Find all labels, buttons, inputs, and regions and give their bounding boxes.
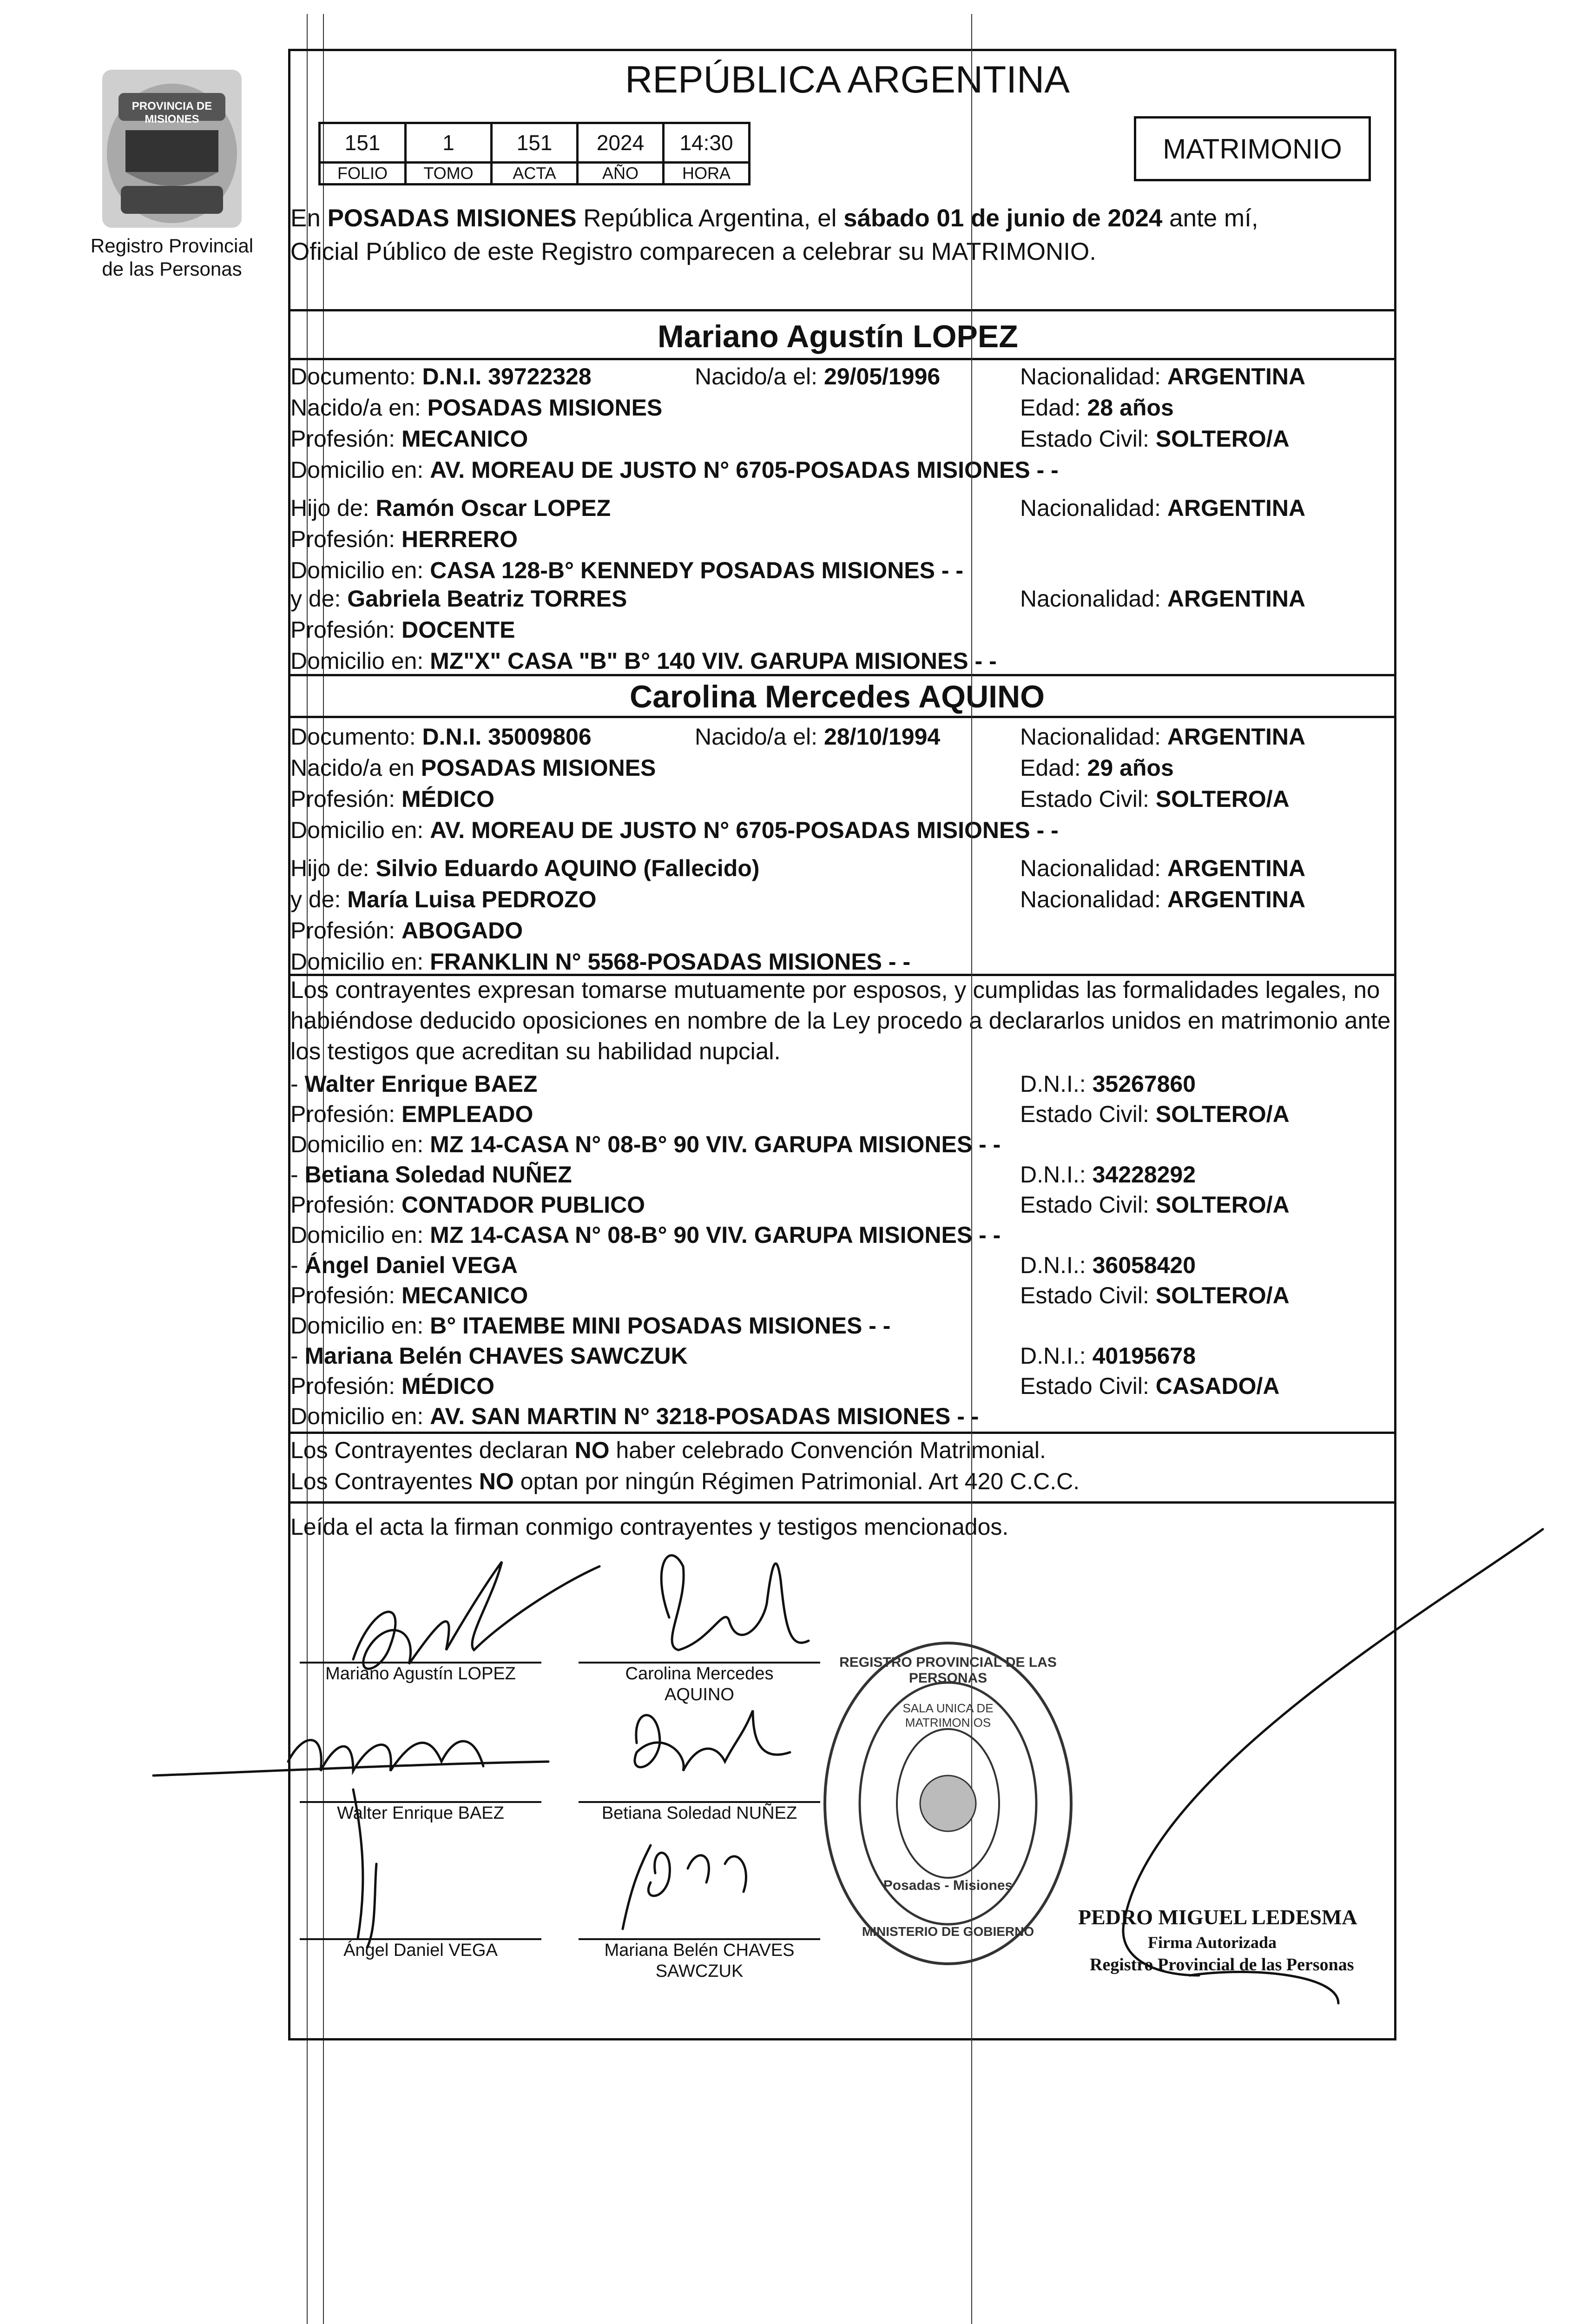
witness-address: Domicilio en: B° ITAEMBE MINI POSADAS MISIONES - - xyxy=(290,1313,891,1339)
spouse1-mother-address: Domicilio en: MZ"X" CASA "B" B° 140 VIV. GARUPA MISIONES - - xyxy=(290,648,997,674)
witness-dni: D.N.I.: 36058420 xyxy=(1020,1252,1196,1278)
signature-label-aquino-2: AQUINO xyxy=(665,1685,734,1704)
signature-chaves xyxy=(623,1845,746,1929)
declaration-line1: Los contrayentes expresan tomarse mutuamente por esposos, y cumplidas las formalidades legales, no xyxy=(290,977,1380,1003)
spouse1-father: Hijo de: Ramón Oscar LOPEZ xyxy=(290,495,611,521)
spouse1-father-address: Domicilio en: CASA 128-B° KENNEDY POSADAS MISIONES - - xyxy=(290,557,964,583)
spouse1-birthplace: Nacido/a en: POSADAS MISIONES xyxy=(290,395,663,421)
record-type-box xyxy=(1134,116,1371,181)
spouse1-nationality: Nacionalidad: ARGENTINA xyxy=(1020,363,1306,390)
spouse1-document: Documento: D.N.I. 39722328 xyxy=(290,363,592,390)
witness-dni: D.N.I.: 35267860 xyxy=(1020,1071,1196,1097)
convention-note: Los Contrayentes declaran NO haber celebrado Convención Matrimonial. xyxy=(290,1437,1046,1463)
spouse2-birthdate: Nacido/a el: 28/10/1994 xyxy=(695,724,941,750)
declaration-line3: los testigos que acreditan su habilidad nupcial. xyxy=(290,1038,781,1064)
signature-label-nunez: Betiana Soledad NUÑEZ xyxy=(601,1803,797,1823)
spouse1-age: Edad: 28 años xyxy=(1020,395,1174,421)
tomo-label: TOMO xyxy=(406,163,492,185)
witness-name: - Mariana Belén CHAVES SAWCZUK xyxy=(290,1343,688,1369)
signature-label-aquino-1: Carolina Mercedes xyxy=(625,1664,774,1684)
province-logo xyxy=(93,65,251,232)
registry-seal-icon xyxy=(818,1636,1078,1971)
officer-registry: Registro Provincial de las Personas xyxy=(1090,1955,1354,1974)
signature-label-lopez: Mariano Agustín LOPEZ xyxy=(325,1664,516,1684)
registry-name-line1: Registro Provincial xyxy=(90,235,254,257)
spouse1-mother-profession: Profesión: DOCENTE xyxy=(290,617,515,643)
intro-line2: Oficial Público de este Registro comparecen a celebrar su MATRIMONIO. xyxy=(290,238,1096,265)
official-stamp xyxy=(818,1636,1078,1971)
witness-profession: Profesión: MÉDICO xyxy=(290,1373,495,1399)
spouse1-mother: y de: Gabriela Beatriz TORRES xyxy=(290,586,627,612)
spouse2-parents-address: Domicilio en: FRANKLIN N° 5568-POSADAS MISIONES - - xyxy=(290,949,911,975)
country-title: REPÚBLICA ARGENTINA xyxy=(625,59,1070,101)
stamp-inner-text: SALA UNICA DE MATRIMONIOS xyxy=(902,1701,994,1730)
signature-label-baez: Walter Enrique BAEZ xyxy=(337,1803,504,1823)
spouse2-address: Domicilio en: AV. MOREAU DE JUSTO N° 6705-POSADAS MISIONES - - xyxy=(290,817,1059,843)
signature-label-chaves-2: SAWCZUK xyxy=(655,1961,744,1981)
hora-label: HORA xyxy=(664,163,750,185)
spouse1-address: Domicilio en: AV. MOREAU DE JUSTO N° 6705-POSADAS MISIONES - - xyxy=(290,457,1059,483)
spouse2-father: Hijo de: Silvio Eduardo AQUINO (Fallecido) xyxy=(290,855,760,881)
witness-profession: Profesión: CONTADOR PUBLICO xyxy=(290,1192,645,1218)
spouse2-father-nationality: Nacionalidad: ARGENTINA xyxy=(1020,855,1306,881)
witness-name: - Betiana Soledad NUÑEZ xyxy=(290,1162,572,1188)
spouse2-parents-profession: Profesión: ABOGADO xyxy=(290,918,523,944)
spouse1-father-profession: Profesión: HERRERO xyxy=(290,526,518,552)
witness-civil-status: Estado Civil: SOLTERO/A xyxy=(1020,1101,1290,1127)
officer-title: Firma Autorizada xyxy=(1148,1933,1277,1952)
registry-name-line2: de las Personas xyxy=(102,258,242,280)
spouse1-mother-nationality: Nacionalidad: ARGENTINA xyxy=(1020,586,1306,612)
witness-profession: Profesión: EMPLEADO xyxy=(290,1101,533,1127)
record-grid xyxy=(318,122,750,185)
witness-civil-status: Estado Civil: SOLTERO/A xyxy=(1020,1282,1290,1308)
signature-vega xyxy=(367,1864,376,1948)
spouse1-birthdate: Nacido/a el: 29/05/1996 xyxy=(695,363,941,390)
signature-officer xyxy=(1123,1529,1543,2003)
stamp-bottom-text: MINISTERIO DE GOBIERNO xyxy=(862,1924,1034,1939)
spouse2-document: Documento: D.N.I. 35009806 xyxy=(290,724,592,750)
signature-baez xyxy=(153,1740,548,1776)
witness-profession: Profesión: MECANICO xyxy=(290,1282,528,1308)
reading-note: Leída el acta la firman conmigo contrayentes y testigos mencionados. xyxy=(290,1514,1009,1540)
spouse2-name: Carolina Mercedes AQUINO xyxy=(630,679,1045,714)
witness-civil-status: Estado Civil: SOLTERO/A xyxy=(1020,1192,1290,1218)
signature-label-chaves-1: Mariana Belén CHAVES xyxy=(604,1941,795,1960)
witness-address: Domicilio en: AV. SAN MARTIN N° 3218-POSADAS MISIONES - - xyxy=(290,1403,979,1429)
intro-line1: En POSADAS MISIONES República Argentina, el sábado 01 de junio de 2024 ante mí, xyxy=(290,205,1258,232)
spouse1-profession: Profesión: MECANICO xyxy=(290,426,528,452)
tomo-value: 1 xyxy=(406,123,492,163)
acta-label: ACTA xyxy=(492,163,578,185)
signature-label-vega: Ángel Daniel VEGA xyxy=(343,1941,498,1960)
witness-dni: D.N.I.: 34228292 xyxy=(1020,1162,1196,1188)
folio-label: FOLIO xyxy=(320,163,406,185)
spouse1-name: Mariano Agustín LOPEZ xyxy=(658,319,1018,354)
witness-civil-status: Estado Civil: CASADO/A xyxy=(1020,1373,1280,1399)
witness-name: - Walter Enrique BAEZ xyxy=(290,1071,538,1097)
spouse2-mother-nationality: Nacionalidad: ARGENTINA xyxy=(1020,886,1306,912)
spouse2-civil-status: Estado Civil: SOLTERO/A xyxy=(1020,786,1290,812)
witness-name: - Ángel Daniel VEGA xyxy=(290,1252,518,1278)
officer-name: PEDRO MIGUEL LEDESMA xyxy=(1078,1905,1357,1929)
witness-dni: D.N.I.: 40195678 xyxy=(1020,1343,1196,1369)
stamp-city: Posadas - Misiones xyxy=(883,1878,1013,1893)
misiones-shield-icon xyxy=(93,65,251,232)
acta-value: 151 xyxy=(492,123,578,163)
signature-nunez xyxy=(635,1710,790,1771)
spouse2-nationality: Nacionalidad: ARGENTINA xyxy=(1020,724,1306,750)
folio-value: 151 xyxy=(320,123,406,163)
anio-label: AÑO xyxy=(578,163,664,185)
spouse1-father-nationality: Nacionalidad: ARGENTINA xyxy=(1020,495,1306,521)
witness-address: Domicilio en: MZ 14-CASA N° 08-B° 90 VIV. GARUPA MISIONES - - xyxy=(290,1222,1001,1248)
spouse2-profession: Profesión: MÉDICO xyxy=(290,786,495,812)
anio-value: 2024 xyxy=(578,123,664,163)
witness-address: Domicilio en: MZ 14-CASA N° 08-B° 90 VIV. GARUPA MISIONES - - xyxy=(290,1131,1001,1157)
spouse2-age: Edad: 29 años xyxy=(1020,755,1174,781)
signature-aquino xyxy=(661,1555,809,1650)
spouse2-birthplace: Nacido/a en POSADAS MISIONES xyxy=(290,755,656,781)
declaration-line2: habiéndose deducido oposiciones en nombre de la Ley procedo a declararlos unidos en matrimonio ante xyxy=(290,1007,1391,1034)
spouse2-mother: y de: María Luisa PEDROZO xyxy=(290,886,597,912)
regime-note: Los Contrayentes NO optan por ningún Régimen Patrimonial. Art 420 C.C.C. xyxy=(290,1468,1080,1494)
logo-text: PROVINCIA DE MISIONES xyxy=(132,100,212,125)
signature-lopez xyxy=(353,1562,599,1669)
stamp-ring-text: REGISTRO PROVINCIAL DE LAS PERSONAS xyxy=(839,1655,1057,1686)
spouse1-civil-status: Estado Civil: SOLTERO/A xyxy=(1020,426,1290,452)
record-type: MATRIMONIO xyxy=(1163,133,1342,165)
hora-value: 14:30 xyxy=(664,123,750,163)
